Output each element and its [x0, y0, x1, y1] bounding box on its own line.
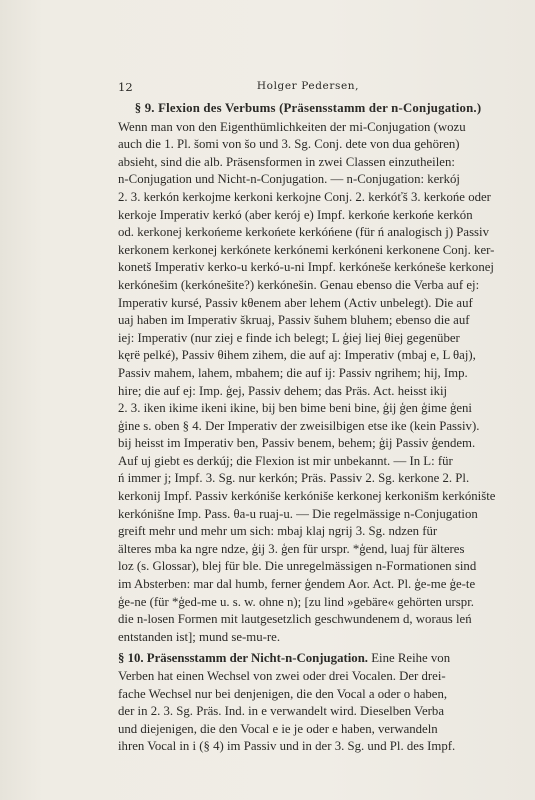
text-line: entstanden ist]; mund se-mu-re. — [118, 629, 281, 644]
section-9-heading: § 9. Flexion des Verbums (Präsensstamm der n-Conjugation.) — [134, 101, 482, 115]
text-line: kerkonij Impf. Passiv kerkóniše kerkóniše kerkonej kerkonišm kerkónište — [118, 489, 496, 504]
page-body — [118, 100, 498, 756]
text-line: konetš Imperativ kerko-u kerkó-u-ni Impf. kerkóneše kerkóneše kerkonej — [118, 260, 494, 275]
section-9-text — [118, 119, 498, 647]
text-line: kerkónišne Imp. Pass. θa-u ruaj-u. — Die regelmässige n-Conjugation — [118, 506, 478, 521]
text-line: kęrë pelké), Passiv θihem zihem, die auf aj: Imperativ (mbaj e, L θaj), — [118, 348, 476, 363]
text-line: kerkonem kerkonej kerkónete kerkónemi kerkóneni kerkonene Conj. ker- — [118, 242, 495, 257]
text-line: ģine s. oben § 4. Der Imperativ der zweisilbigen etse ike (kein Passiv). — [118, 418, 480, 433]
section-10-heading-tail: Eine Reihe von — [368, 651, 451, 666]
text-line: ihren Vocal in i (§ 4) im Passiv und in der 3. Sg. und Pl. des Impf. — [118, 739, 456, 754]
text-line: und diejenigen, die den Vocal e ie je oder e haben, verwandeln — [118, 721, 438, 736]
text-line: Verben hat einen Wechsel von zwei oder drei Vocalen. Der drei- — [118, 669, 446, 683]
text-line: od. kerkonej kerkońeme kerkońete kerkóńene (für ń analogisch j) Passiv — [118, 225, 489, 240]
text-line: 2. 3. iken ikime ikeni ikine, bij ben bime beni bine, ģij ģen ģime ģeni — [118, 401, 472, 416]
text-line: absieht, sind die alb. Präsensformen in zwei Classen einzutheilen: — [118, 154, 455, 169]
text-line: greift mehr und mehr um sich: mbaj klaj ngrij 3. Sg. ndzen für — [118, 524, 438, 539]
text-line: hire; die auf ej: Imp. ģej, Passiv dehem; das Präs. Act. heisst ikij — [118, 383, 448, 398]
text-line: ģe-ne (für *ģed-me u. s. w. ohne n); [zu lind »gebäre« gehörten urspr. — [118, 594, 474, 609]
text-line: kerkónešim (kerkónešite?) kerkónešin. Genau ebenso die Verba auf ej: — [118, 277, 480, 292]
text-line: die n-losen Formen mit lautgesetzlich geschwundenem d, woraus leń — [118, 612, 472, 627]
text-line: iej: Imperativ (nur ziej e finde ich belegt; L ģiej liej θiej gegenüber — [118, 330, 460, 345]
text-line: Passiv mahem, lahem, mbahem; die auf ij: Passiv ngrihem; hij, Imp. — [118, 365, 468, 380]
running-head: Holger Pedersen, — [256, 80, 360, 92]
text-line: Wenn man von den Eigenthümlichkeiten der mi-Conjugation (wozu — [118, 119, 466, 134]
text-line: fache Wechsel nur bei denjenigen, die den Vocal a oder o haben, — [118, 686, 448, 701]
text-line: Imperativ kursé, Passiv kθenem aber lehem (Activ unbelegt). Die auf — [118, 295, 473, 310]
page-number: 12 — [118, 80, 133, 94]
section-10-heading: § 10. Präsensstamm der Nicht-n-Conjugation. — [118, 651, 369, 666]
section-10-first-line — [118, 650, 498, 668]
text-line: älteres mba ka ngre ndze, ģij 3. ģen für urspr. *ģend, luaj für älteres — [118, 541, 465, 556]
text-line: bij heisst im Imperativ ben, Passiv benem, behem; ģij Passiv ģendem. — [118, 436, 476, 451]
text-line: Auf uj giebt es derkúj; die Flexion ist mir unbekannt. — In L: für — [118, 453, 453, 468]
text-line: kerkoje Imperativ kerkó (aber kerój e) Impf. kerkońe kerkońe kerkón — [118, 207, 473, 222]
text-line: auch die 1. Pl. šomi von šo und 3. Sg. Conj. dete von dua gehören) — [118, 137, 460, 152]
text-line: im Absterben: mar dal humb, ferner ģendem Aor. Act. Pl. ģe-me ģe-te — [118, 577, 476, 592]
text-line: n-Conjugation und Nicht-n-Conjugation. — n-Conjugation: kerkój — [118, 172, 460, 187]
text-line: uaj haben im Imperativ škruaj, Passiv šuhem bluhem; ebenso die auf — [118, 313, 470, 328]
text-line: ń immer j; Impf. 3. Sg. nur kerkón; Präs. Passiv 2. Sg. kerkone 2. Pl. — [118, 471, 470, 486]
text-line: der in 2. 3. Sg. Präs. Ind. in e verwandelt wird. Dieselben Verba — [118, 704, 445, 719]
section-10-text — [118, 668, 498, 756]
text-line: loz (s. Glossar), blej für ble. Die unregelmässigen n-Formationen sind — [118, 559, 477, 574]
text-line: 2. 3. kerkón kerkojme kerkoni kerkojne Conj. 2. kerkóťš 3. kerkońe oder — [118, 189, 491, 204]
